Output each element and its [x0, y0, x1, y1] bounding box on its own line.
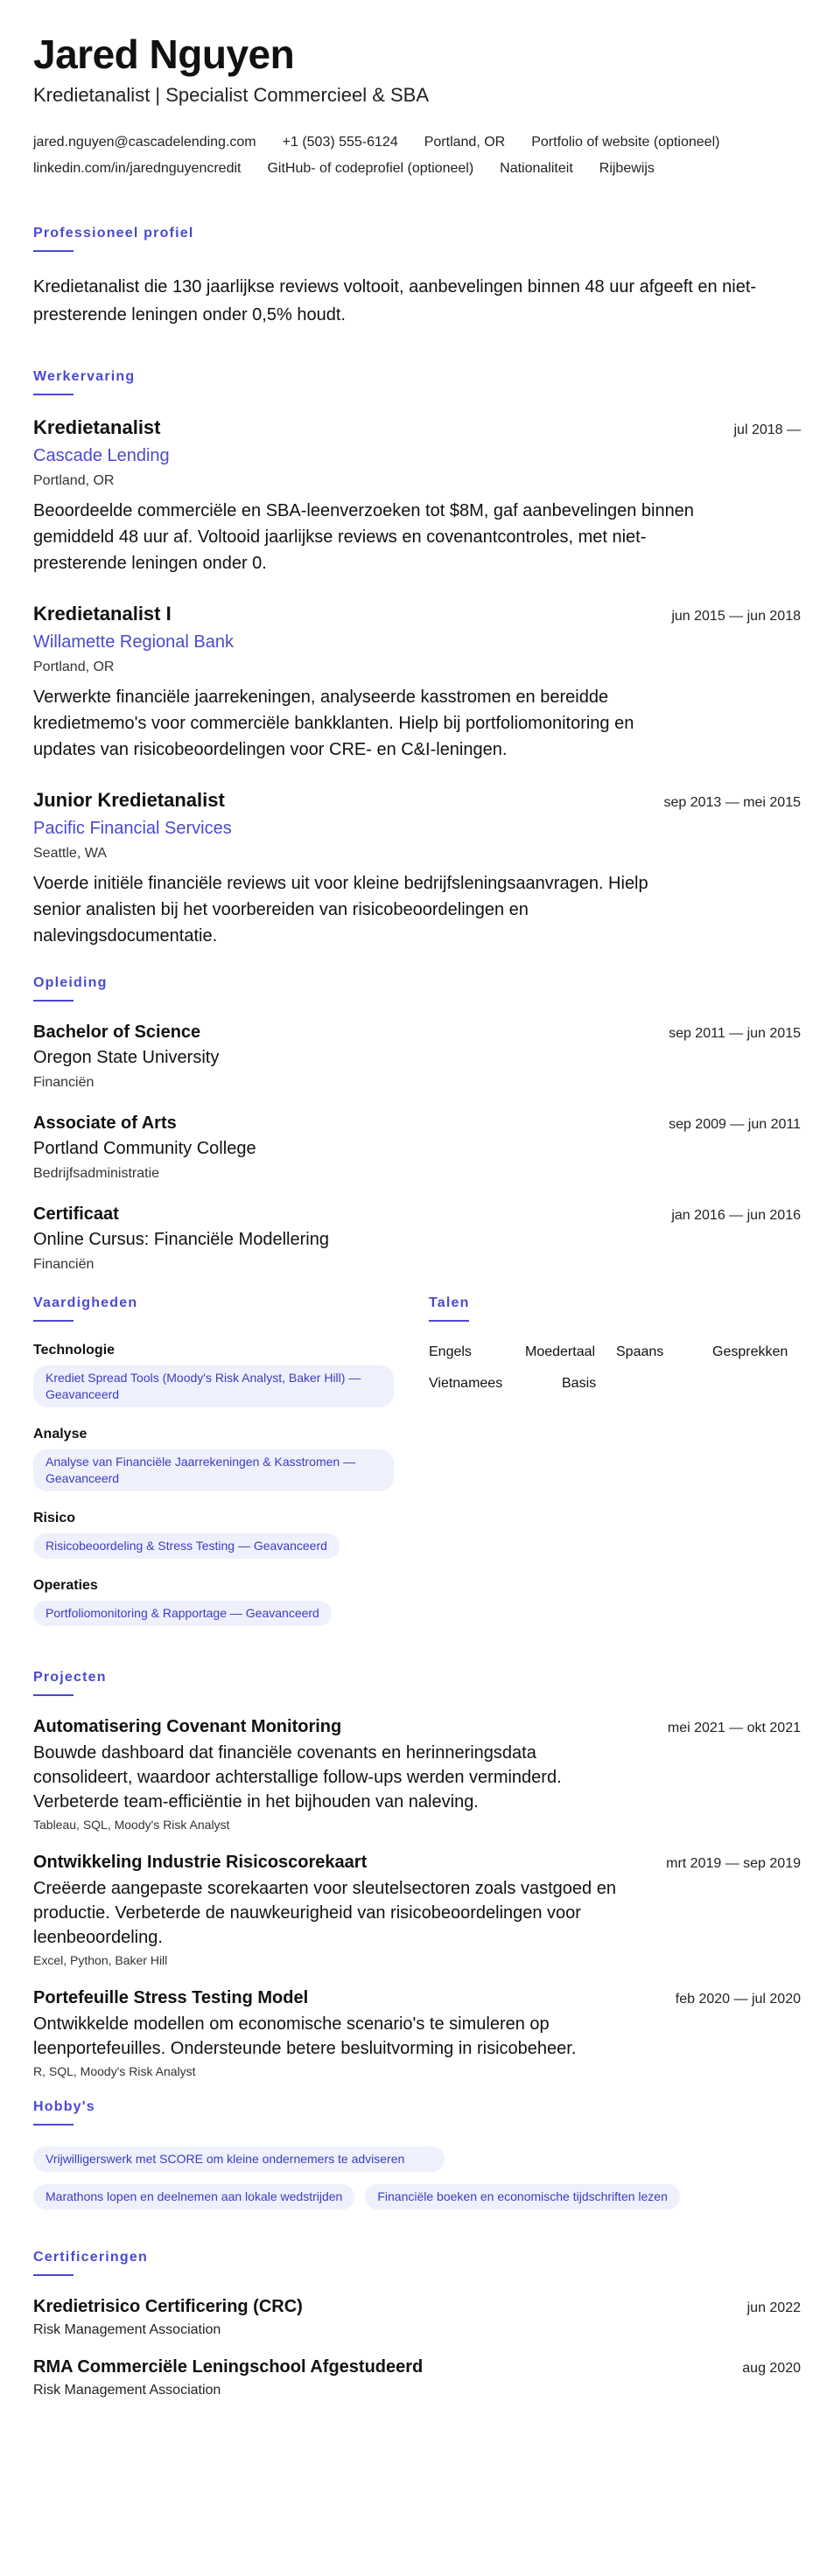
- education-degree: Associate of Arts: [33, 1113, 177, 1133]
- projects-section: [33, 1670, 801, 2078]
- contact-row: [33, 129, 801, 156]
- experience-section: [33, 369, 801, 949]
- certification-date: aug 2020: [742, 2361, 801, 2376]
- job-company: Pacific Financial Services: [33, 819, 232, 838]
- certifications-section: [33, 2250, 801, 2398]
- project-date: mei 2021 — okt 2021: [667, 1721, 801, 1735]
- section-title: Talen: [429, 1295, 470, 1310]
- profile-section: [33, 226, 801, 329]
- certification-issuer: Risk Management Association: [33, 2322, 221, 2337]
- certification-entry: [33, 2357, 801, 2398]
- project-entry: [33, 1717, 801, 1832]
- project-tech: Excel, Python, Baker Hill: [33, 1953, 168, 1967]
- education-field: Financiën: [33, 1075, 95, 1090]
- language-name: Vietnamees: [429, 1376, 503, 1391]
- job-title: Junior Kredietanalist: [33, 789, 225, 811]
- contact-email[interactable]: jared.nguyen@cascadelending.com: [33, 135, 256, 150]
- language-name: Engels: [429, 1344, 472, 1359]
- hobbies-section: [33, 2099, 801, 2209]
- contact-portfolio[interactable]: Portfolio of website (optioneel): [531, 135, 720, 150]
- contact-github[interactable]: GitHub- of codeprofiel (optioneel): [267, 161, 474, 176]
- skill-group: [33, 1511, 394, 1559]
- skill-chip: Portfoliomonitoring & Rapportage — Geavanceerd: [33, 1601, 332, 1626]
- contact-phone[interactable]: +1 (503) 555-6124: [282, 135, 398, 150]
- skill-chip: Risicobeoordeling & Stress Testing — Geavanceerd: [33, 1533, 340, 1559]
- certification-date: jun 2022: [746, 2300, 801, 2315]
- section-divider: [33, 1000, 74, 1002]
- section-divider: [33, 250, 74, 252]
- skill-group: [33, 1343, 394, 1407]
- contact-license: Rijbewijs: [599, 161, 655, 176]
- education-school: Portland Community College: [33, 1139, 256, 1158]
- education-entry: [33, 1023, 801, 1091]
- hobby-chip: Financiële boeken en economische tijdschriften lezen: [365, 2184, 680, 2209]
- job-entry: [33, 603, 801, 763]
- job-entry: [33, 416, 801, 576]
- project-tech: Tableau, SQL, Moody's Risk Analyst: [33, 1818, 230, 1832]
- education-field: Financiën: [33, 1257, 95, 1272]
- education-school: Oregon State University: [33, 1048, 220, 1067]
- skill-category: Operaties: [33, 1578, 98, 1593]
- section-title: Professioneel profiel: [33, 226, 194, 241]
- project-title: Automatisering Covenant Monitoring: [33, 1717, 342, 1736]
- project-date: feb 2020 — jul 2020: [675, 1992, 801, 2007]
- job-date: jun 2015 — jun 2018: [671, 609, 801, 624]
- education-degree: Certificaat: [33, 1204, 119, 1224]
- hobby-chip: Vrijwilligerswerk met SCORE om kleine ondernemers te adviseren: [33, 2147, 445, 2172]
- skill-category: Analyse: [33, 1427, 88, 1442]
- certification-name: RMA Commerciële Leningschool Afgestudeerd: [33, 2357, 424, 2377]
- hobby-list: [33, 2147, 751, 2209]
- section-title: Hobby's: [33, 2099, 95, 2114]
- project-description: Bouwde dashboard dat financiële covenants en herinneringsdata consolideert, waardoor achterstallige follow-ups werden verminderd. Verbeterde team-efficiëntie in het bijhouden van naleving.: [33, 1743, 562, 1812]
- section-title: Opleiding: [33, 975, 108, 990]
- project-date: mrt 2019 — sep 2019: [666, 1856, 801, 1871]
- job-company: Willamette Regional Bank: [33, 632, 234, 652]
- contact-nationality: Nationaliteit: [500, 161, 573, 176]
- contact-location: Portland, OR: [424, 135, 506, 150]
- job-location: Portland, OR: [33, 473, 115, 488]
- skill-group: [33, 1578, 394, 1626]
- education-entry: [33, 1204, 801, 1273]
- project-description: Creëerde aangepaste scorekaarten voor sleutelsectoren zoals vastgoed en productie. Verbeterde de nauwkeurigheid van risicobeoordelingen voor leenbeoordeling.: [33, 1879, 616, 1947]
- candidate-name: Jared Nguyen: [33, 31, 295, 77]
- skill-category: Technologie: [33, 1343, 116, 1358]
- profile-summary: Kredietanalist die 130 jaarlijkse reviews voltooit, aanbevelingen binnen 48 uur afgeeft en niet-presterende leningen onder 0,5% houdt.: [33, 277, 757, 325]
- contact-linkedin[interactable]: linkedin.com/in/jarednguyencredit: [33, 161, 242, 176]
- job-location: Portland, OR: [33, 660, 115, 674]
- section-divider: [33, 2274, 74, 2276]
- skill-category: Risico: [33, 1511, 76, 1525]
- job-location: Seattle, WA: [33, 846, 107, 861]
- project-entry: [33, 1853, 801, 1967]
- section-title: Certificeringen: [33, 2250, 148, 2265]
- skill-chip: Analyse van Financiële Jaarrekeningen & Kasstromen — Geavanceerd: [33, 1449, 394, 1491]
- job-description: Voerde initiële financiële reviews uit voor kleine bedrijfsleningsaanvragen. Hielp senior analisten bij het voorbereiden van risicobeoordelingen en nalevingsdocumentatie.: [33, 874, 648, 946]
- education-entry: [33, 1113, 801, 1182]
- headline: Kredietanalist | Specialist Commercieel & SBA: [33, 84, 430, 106]
- project-tech: R, SQL, Moody's Risk Analyst: [33, 2064, 196, 2078]
- job-date: sep 2013 — mei 2015: [663, 795, 801, 810]
- section-divider: [33, 1320, 74, 1322]
- languages-list: [429, 1343, 801, 1393]
- language-level: Basis: [562, 1376, 597, 1391]
- certification-entry: [33, 2297, 801, 2338]
- project-title: Ontwikkeling Industrie Risicoscorekaart: [33, 1853, 368, 1872]
- section-divider: [33, 2124, 74, 2126]
- job-date: jul 2018 —: [733, 422, 801, 437]
- project-title: Portefeuille Stress Testing Model: [33, 1988, 309, 2007]
- job-company: Cascade Lending: [33, 446, 170, 465]
- education-section: [33, 975, 801, 1273]
- job-title: Kredietanalist: [33, 416, 161, 438]
- project-description: Ontwikkelde modellen om economische scenario's te simuleren op leenportefeuilles. Ondersteunde betere besluitvorming in risicobeheer.: [33, 2014, 577, 2058]
- job-description: Verwerkte financiële jaarrekeningen, analyseerde kasstromen en bereidde kredietmemo's voor commerciële bankklanten. Hielp bij portfoliomonitoring en updates van risicobeoordelingen voor CRE- en C&I-leningen.: [33, 688, 634, 759]
- skill-chip: Krediet Spread Tools (Moody's Risk Analyst, Baker Hill) — Geavanceerd: [33, 1365, 394, 1407]
- language-level: Moedertaal: [525, 1344, 596, 1359]
- job-description: Beoordeelde commerciële en SBA-leenverzoeken tot $8M, gaf aanbevelingen binnen gemiddeld 48 uur af. Voltooid jaarlijkse reviews en covenantcontroles, met niet-presterende leningen onder 0.: [33, 501, 694, 573]
- project-entry: [33, 1988, 801, 2078]
- languages-column: [429, 1295, 801, 1645]
- education-school: Online Cursus: Financiële Modellering: [33, 1230, 329, 1249]
- section-divider: [429, 1320, 469, 1322]
- section-title: Werkervaring: [33, 369, 136, 384]
- job-entry: [33, 789, 801, 949]
- skill-group: [33, 1427, 394, 1491]
- section-divider: [33, 1694, 74, 1696]
- education-date: sep 2009 — jun 2011: [669, 1117, 801, 1132]
- section-title: Projecten: [33, 1670, 107, 1685]
- resume-header: [33, 31, 801, 182]
- section-divider: [33, 394, 74, 395]
- language-name: Spaans: [616, 1344, 664, 1359]
- section-title: Vaardigheden: [33, 1295, 138, 1310]
- education-date: sep 2011 — jun 2015: [669, 1026, 801, 1041]
- language-level: Gesprekken: [712, 1344, 788, 1359]
- contact-row: [33, 156, 801, 182]
- certification-name: Kredietrisico Certificering (CRC): [33, 2297, 303, 2316]
- education-date: jan 2016 — jun 2016: [671, 1208, 801, 1223]
- skills-column: [33, 1295, 394, 1645]
- skills-languages-section: [33, 1295, 801, 1645]
- education-degree: Bachelor of Science: [33, 1023, 201, 1042]
- hobby-chip: Marathons lopen en deelnemen aan lokale wedstrijden: [33, 2184, 354, 2209]
- certification-issuer: Risk Management Association: [33, 2383, 221, 2398]
- education-field: Bedrijfsadministratie: [33, 1166, 160, 1181]
- job-title: Kredietanalist I: [33, 603, 172, 625]
